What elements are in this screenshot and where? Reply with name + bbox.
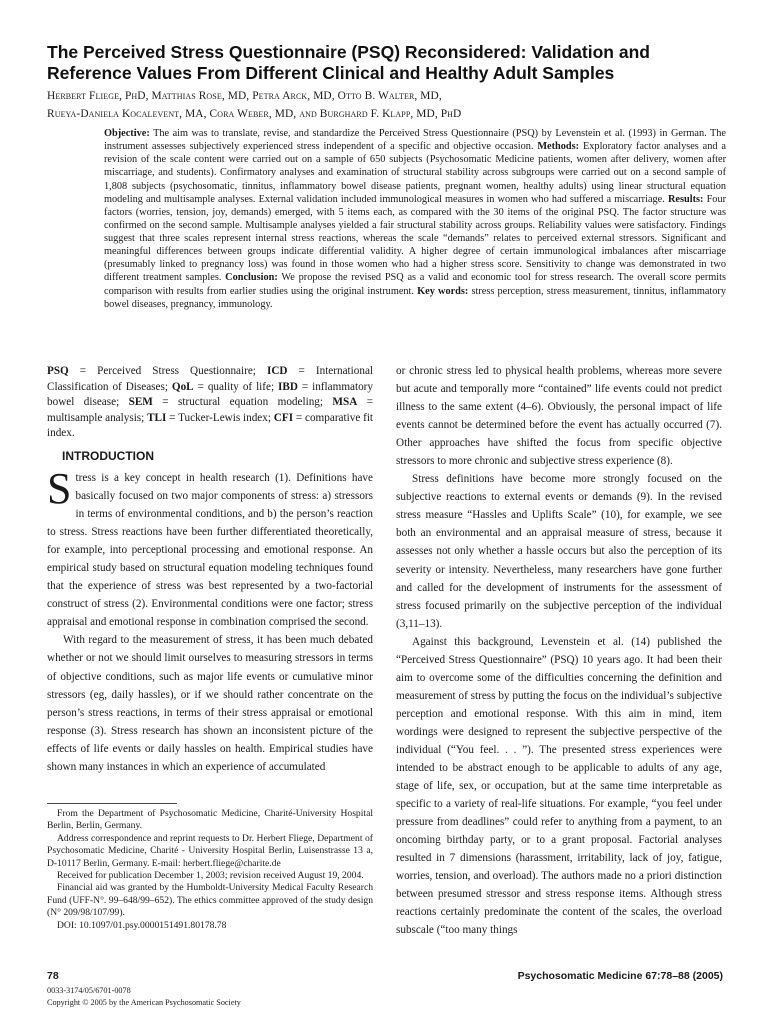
drop-cap: S: [47, 464, 72, 513]
abbreviations-list: PSQ = Perceived Stress Questionnaire; ICD = International Classification of Diseases; QoL = quality of life; IBD = inflammatory bowel disease; SEM = structural equation modeling; MSA = multisample analysis; TLI = Tucker-Lewis index; CFI = comparative fit index.: [47, 365, 374, 440]
abbrev-term: ICD: [266, 365, 288, 377]
abstract-methods-label: Methods:: [537, 141, 580, 153]
footnote-correspondence: Address correspondence and reprint requests to Dr. Herbert Fliege, Department of Psychosomatic Medicine, Charité - University Hospital Berlin, Luisenstrasse 13 a, D-10117 Berlin, Germany. E-mail: herbert.fliege@charite.de: [47, 832, 373, 869]
page-number: 78: [47, 970, 59, 982]
paragraph: or chronic stress led to physical health problems, whereas more severe but acute and temporally more “contained” life events could not predict illness to the same extent (4–6). Obviously, the personal impact of life events cannot be determined before the event has actually occurred (7). Other approaches have shifted the focus from specific objective stressors to more chronic and subjective stress experience (8).: [396, 365, 722, 468]
abstract-results-label: Results:: [667, 193, 704, 205]
paragraph: Against this background, Levenstein et al. (14) published the “Perceived Stress Questionnaire” (PSQ) 10 years ago. It had been their aim to overcome some of the difficulties concerning the definition and measurement of stress by putting the focus on the individual’s subjective perception and emotional response. With this aim in mind, item wordings were designed to represent the subjective perspective of the individual (“You feel. . . ”). The presented stress experiences were intended to be abstract enough to be applicable to adults of any age, stage of life, sex, or occupation, but at the same time interpretable as specific to a variety of real-life situations. For example, “you feel under pressure from deadlines” could refer to anything from a payment, to an oncoming birthday party, or to a grant proposal. Factorial analyses resulted in 7 dimensions (harassment, irritability, lack of joy, fatigue, worries, tension, and overload). The authors made no a priori distinction between presumed stressor and stress response items. Although stress reactions certainly predominate the content of the scales, the overload subscale (“too many things: [396, 635, 722, 937]
footnote-affiliation: From the Department of Psychosomatic Medicine, Charité-University Hospital Berlin, Berlin, Germany.: [47, 808, 373, 832]
footnote-received: Received for publication December 1, 2003; revision received August 19, 2004.: [57, 870, 364, 882]
abbrev-definition: Tucker-Lewis index;: [178, 411, 271, 424]
abbrev-term: QoL: [171, 380, 194, 393]
abbrev-definition: structural equation modeling;: [178, 396, 323, 409]
article-title: The Perceived Stress Questionnaire (PSQ) Reconsidered: Validation and Reference Values From Different Clinical and Healthy Adult Samples: [47, 42, 650, 83]
issn: 0033-3174/05/6701-0078: [47, 986, 131, 995]
abbrev-definition: comparative fit index.: [47, 411, 374, 440]
footnote-doi: DOI: 10.1097/01.psy.0000151491.80178.78: [57, 919, 227, 931]
left-column-body: [47, 464, 373, 776]
abbrev-definition: International Classification of Diseases;: [47, 365, 374, 393]
abstract: [104, 127, 726, 311]
abbrev-definition: Perceived Stress Questionnaire;: [97, 365, 256, 377]
authors-line-1: Herbert Fliege, PhD, Matthias Rose, MD, Petra Arck, MD, Otto B. Walter, MD,: [47, 90, 442, 102]
paragraph: [47, 464, 373, 631]
abbrev-term: SEM: [128, 396, 153, 409]
right-column-body: [396, 362, 722, 940]
paragraph: With regard to the measurement of stress, it has been much debated whether or not we should limit ourselves to measuring stressors in terms of objective conditions, such as major life events or cumulative minor stressors (eg, daily hassles), or if we should rather concentrate on the person’s stress reactions, in terms of their stress appraisal or emotional response (3). Stress research has shown an inconsistent picture of the effects of life events or daily hassles on health. Empirical studies have shown many instances in which an experience of accumulated: [47, 634, 373, 773]
abbrev-term: MSA: [332, 396, 358, 409]
abstract-results-text: Four factors (worries, tension, joy, demands) emerged, with 5 items each, as compared with the 30 items of the original PSQ. The factor structure was confirmed on the second sample. Multisample analyses yielded a fair structural stability across groups. Reliability values were satisfactory. Findings suggest that three scales represent internal stress reactions, whereas the scale “demands” relates to perceived external stressors. Significant and meaningful differences between groups indicate differential validity. A higher degree of certain immunological imbalances after miscarriage (presumably linked to pregnancy loss) was found in those women who had a higher stress score. Sensitivity to change was demonstrated in two different treatment samples.: [104, 193, 727, 284]
abbrev-term: TLI: [147, 411, 167, 424]
abstract-conclusion-label: Conclusion:: [225, 272, 278, 284]
author-list: [47, 88, 727, 123]
abbrev-term: IBD: [278, 380, 298, 393]
abbrev-term: PSQ: [47, 365, 69, 377]
footnote-divider: [47, 803, 177, 804]
abstract-objective-label: Objective:: [104, 128, 150, 139]
paragraph-text: tress is a key concept in health research (1). Definitions have basically focused on two major components of stress: a) stressors in terms of environmental conditions, and b) the person’s reaction to stress. Stress reactions have been further differentiated theoretically, for example, into perceptional processing and emotional response. An empirical study based on structural equation modeling techniques found that the experience of stress was best represented by a two-factorial construct of stress (2). Environmental conditions were one factor; stress appraisal and emotional response in combination comprised the second.: [47, 472, 373, 629]
journal-reference: Psychosomatic Medicine 67:78–88 (2005): [517, 970, 723, 982]
footnote-funding: Financial aid was granted by the Humboldt-University Medical Faculty Research Fund (UFF-N°. 99–648/99–652). The ethics committee approved of the study design (N° 209/98/107/99).: [47, 882, 373, 919]
copyright: Copyright © 2005 by the American Psychosomatic Society: [47, 998, 241, 1007]
footnotes: [47, 808, 373, 932]
abstract-keywords-label: Key words:: [417, 285, 469, 297]
introduction-heading: INTRODUCTION: [62, 449, 154, 463]
abbrev-definition: inflammatory bowel disease;: [47, 380, 374, 409]
abbrev-term: CFI: [273, 411, 294, 424]
abstract-methods-text: Exploratory factor analyses and a revision of the scale content were carried out on a sample of 650 subjects (Psychosomatic Medicine patients, women after delivery, women after miscarriage, and students). Confirmatory analyses and examination of structural stability across subgroups were carried out on a second sample of 1,808 subjects (psychosomatic, tinnitus, inflammatory bowel disease patients, pregnant women, healthy adults) using linear structural equation modeling and multisample analyses. External validation included immunological measures in women who had suffered a miscarriage.: [104, 141, 726, 205]
abstract-objective-text: The aim was to translate, revise, and standardize the Perceived Stress Questionnaire (PSQ) by Levenstein et al. (1993) in German. The instrument assesses subjectively experienced stress independent of a specific and objective occasion.: [104, 128, 726, 153]
abbrev-definition: multisample analysis;: [47, 411, 145, 424]
abstract-keywords-text: stress perception, stress measurement, tinnitus, inflammatory bowel diseases, pregnancy, immunology.: [104, 285, 726, 310]
abbrev-definition: quality of life;: [207, 380, 275, 393]
abstract-conclusion-text: We propose the revised PSQ as a valid and economic tool for stress research. The overall score permits comparison with results from earlier studies using the original instrument.: [104, 272, 726, 297]
authors-line-2: Rueya-Daniela Kocalevent, MA, Cora Weber, MD, and Burghard F. Klapp, MD, PhD: [47, 107, 462, 120]
paragraph: Stress definitions have become more strongly focused on the subjective reactions to external events or demands (9). In the revised stress measure “Hassles and Uplifts Scale” (10), for example, we see both an environmental and an appraisal measure of stress, because it assesses not only whether a hassle occurs but also the perception of its severity or intensity. Nevertheless, many researchers have gone further and called for the development of instruments for the assessment of stress focused primarily on the subjective perception of the individual (3,11–13).: [396, 473, 722, 630]
